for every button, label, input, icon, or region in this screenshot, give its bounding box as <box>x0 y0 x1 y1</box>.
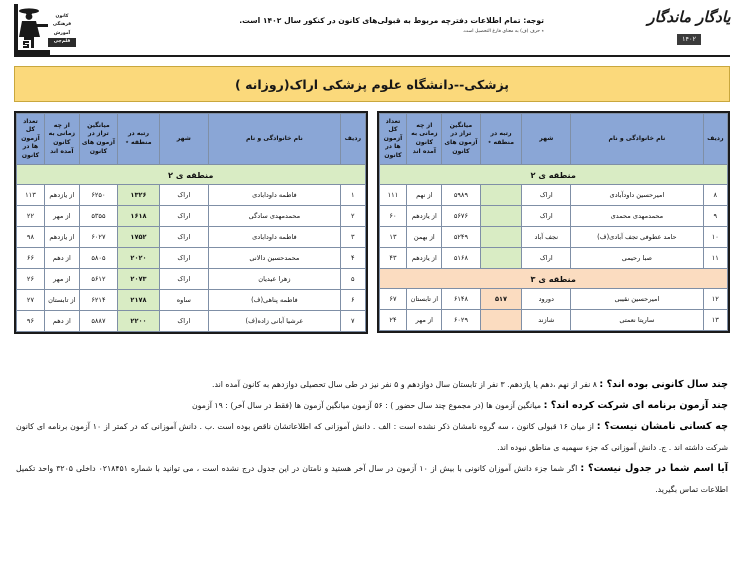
average-score-cell: ۵۳۵۵ <box>79 206 117 227</box>
footer-question-2: چند آزمون برنامه ای شرکت کرده اند؟ : <box>543 400 728 411</box>
row-number-cell: ۱۳ <box>703 310 727 331</box>
region-header-row <box>17 165 366 185</box>
student-name-cell: محمدمهدی محمدی <box>571 206 703 227</box>
table-row <box>17 290 366 311</box>
col-header-rank: رتبه در منطقه ٭ <box>118 114 160 165</box>
average-score-cell: ۶۰۲۹ <box>442 310 480 331</box>
city-cell: اراک <box>159 248 208 269</box>
student-name-cell: امیرحسین نقیبی <box>571 289 703 310</box>
exam-count-cell: ۱۱۳ <box>17 185 45 206</box>
student-name-cell: محمدحسین دالانی <box>208 248 340 269</box>
joined-since-cell: از یازدهم <box>407 206 442 227</box>
header-row <box>379 114 728 165</box>
student-name-cell: فاطمه داودابادی <box>208 227 340 248</box>
table-row <box>379 310 728 331</box>
region-header-row <box>379 165 728 185</box>
row-number-cell: ۹ <box>703 206 727 227</box>
table-row <box>17 248 366 269</box>
row-number-cell: ۸ <box>703 185 727 206</box>
kanoon-word-3: آموزش <box>53 30 71 36</box>
col-header-name: نام خانوادگی و نام <box>571 114 703 165</box>
student-name-cell: امیرحسین داودآبادی <box>571 185 703 206</box>
average-score-cell: ۶۱۴۸ <box>442 289 480 310</box>
average-score-cell: ۵۸۰۵ <box>79 248 117 269</box>
footer-paragraph-3 <box>16 416 728 458</box>
brand-year-badge: ۱۴۰۲ <box>677 34 701 45</box>
student-name-cell: ساریتا نعمتی <box>571 310 703 331</box>
col-header-average: میانگین تراز در آزمون های کانون <box>79 114 117 165</box>
kanoon-logo <box>14 4 76 56</box>
footer-answer-1: ۸ نفر از نهم ،دهم یا یازدهم. ۳ نفر از تابستان سال دوازدهم و ۵ نفر نیز در طی سال تحصیلی دوازدهم به کانون آمده اند. <box>212 380 600 389</box>
header-note-main: توجه: تمام اطلاعات دفترچه مربوط به قبولی‌های کانون در کنکور سال ۱۴۰۲ است. <box>239 16 544 25</box>
student-name-cell: زهرا عیدیان <box>208 269 340 290</box>
row-number-cell: ۲ <box>341 206 365 227</box>
average-score-cell: ۵۹۸۹ <box>442 185 480 206</box>
region-label: منطقه ی ۳ <box>379 269 728 289</box>
joined-since-cell: از تابستان <box>407 289 442 310</box>
average-score-cell: ۵۶۱۲ <box>79 269 117 290</box>
joined-since-cell: از دهم <box>44 248 79 269</box>
footer-answer-4: اگر شما جزء دانش آموزان کانونی با بیش از ۱۰ آزمون در سال آخر هستید و نامتان در این جدول درج نشده است ، می توانید با شماره ۰۲۱۸۴۵۱ داخلی ۳۲۰۵ واحد تکمیل اطلاعات تماس بگیرید. <box>16 464 728 494</box>
table-row <box>17 269 366 290</box>
exam-count-cell: ۱۱۱ <box>379 185 407 206</box>
graduate-figure-icon <box>14 4 50 56</box>
table-row <box>379 227 728 248</box>
exam-count-cell: ۹۸ <box>17 227 45 248</box>
joined-since-cell: از نهم <box>407 185 442 206</box>
city-cell: اراک <box>522 185 571 206</box>
city-cell: نجف آباد <box>522 227 571 248</box>
region-label: منطقه ی ۲ <box>379 165 728 185</box>
city-cell: ساوه <box>159 290 208 311</box>
exam-count-cell: ۴۳ <box>379 248 407 269</box>
header-row <box>17 114 366 165</box>
student-name-cell: محمدمهدی سادگی <box>208 206 340 227</box>
table-row <box>17 185 366 206</box>
average-score-cell: ۵۱۶۸ <box>442 248 480 269</box>
row-number-cell: ۶ <box>341 290 365 311</box>
exam-count-cell: ۶۰ <box>379 206 407 227</box>
row-number-cell: ۳ <box>341 227 365 248</box>
region-rank-cell <box>480 310 522 331</box>
row-number-cell: ۵ <box>341 269 365 290</box>
table-row <box>17 227 366 248</box>
exam-count-cell: ۹۶ <box>17 311 45 332</box>
results-grid-left <box>379 113 729 331</box>
city-cell: اراک <box>522 248 571 269</box>
row-number-cell: ۱ <box>341 185 365 206</box>
average-score-cell: ۶۰۲۷ <box>79 227 117 248</box>
table-row <box>379 185 728 206</box>
table-head-right <box>17 114 366 165</box>
footer-answer-2: میانگین آزمون ها (در مجموع چند سال حضور ) : ۵۶ آزمون میانگین آزمون ها (فقط در سال آخر) : ۱۹ آزمون <box>192 401 544 410</box>
table-head-left <box>379 114 728 165</box>
joined-since-cell: از بهمن <box>407 227 442 248</box>
joined-since-cell: از دهم <box>44 311 79 332</box>
city-cell: اراک <box>159 269 208 290</box>
row-number-cell: ۱۱ <box>703 248 727 269</box>
city-cell: شازند <box>522 310 571 331</box>
kanoon-word-1: کانون <box>55 14 69 19</box>
exam-count-cell: ۲۶ <box>17 269 45 290</box>
city-cell: اراک <box>159 227 208 248</box>
region-rank-cell: ۵۱۷ <box>480 289 522 310</box>
col-header-row-no: ردیف <box>341 114 365 165</box>
joined-since-cell: از یازدهم <box>44 227 79 248</box>
region-rank-cell: ۲۲۰۰ <box>118 311 160 332</box>
table-row <box>379 289 728 310</box>
region-rank-cell: ۱۶۱۸ <box>118 206 160 227</box>
student-name-cell: فاطمه پناهی(ف) <box>208 290 340 311</box>
col-header-city: شهر <box>522 114 571 165</box>
city-cell: دورود <box>522 289 571 310</box>
header-note <box>239 16 544 34</box>
footer-paragraph-1 <box>16 374 728 395</box>
student-name-cell: عرشیا آبانی زاده(ف) <box>208 311 340 332</box>
col-header-average: میانگین تراز در آزمون های کانون <box>442 114 480 165</box>
city-cell: اراک <box>159 206 208 227</box>
footer-answer-3: از میان ۱۶ قبولی کانون ، سه گروه نامشان ذکر نشده است : الف . دانش آموزانی که اطلاعاتشان ناقص بوده است .ب . دانش آموزانی که در کمتر از ۱۰ آزمون برنامه ای کانون شرکت داشته اند . ج. دانش آموزانی که جزء سهمیه ی مناطق نبوده اند. <box>16 422 728 452</box>
table-body-right <box>17 165 366 332</box>
exam-count-cell: ۲۷ <box>17 290 45 311</box>
kanoon-logo-words <box>48 13 76 47</box>
average-score-cell: ۵۸۸۷ <box>79 311 117 332</box>
region-label: منطقه ی ۲ <box>17 165 366 185</box>
row-number-cell: ۱۲ <box>703 289 727 310</box>
row-number-cell: ۷ <box>341 311 365 332</box>
exam-count-cell: ۶۷ <box>379 289 407 310</box>
region-rank-cell: ۱۳۲۶ <box>118 185 160 206</box>
average-score-cell: ۶۲۱۴ <box>79 290 117 311</box>
student-name-cell: حامد عطوفی تجف آبادی(ف) <box>571 227 703 248</box>
joined-since-cell: از مهر <box>44 269 79 290</box>
average-score-cell: ۵۶۷۶ <box>442 206 480 227</box>
exam-count-cell: ۲۴ <box>379 310 407 331</box>
student-name-cell: صبا رحیمی <box>571 248 703 269</box>
kanoon-word-2: فرهنگی <box>52 22 72 28</box>
results-table-left <box>377 111 731 333</box>
footer-question-4: آیا اسم شما در جدول نیست؟ : <box>580 463 729 474</box>
col-header-count: تعداد کل آزمون ها در کانون <box>17 114 45 165</box>
footer-paragraph-4 <box>16 458 728 500</box>
average-score-cell: ۵۲۴۹ <box>442 227 480 248</box>
region-rank-cell <box>480 185 522 206</box>
region-rank-cell: ۲۱۷۸ <box>118 290 160 311</box>
joined-since-cell: از یازدهم <box>407 248 442 269</box>
region-rank-cell <box>480 248 522 269</box>
region-rank-cell: ۲۰۷۳ <box>118 269 160 290</box>
city-cell: اراک <box>159 311 208 332</box>
footer-question-1: چند سال کانونی بوده اند؟ : <box>599 379 728 390</box>
joined-since-cell: از تابستان <box>44 290 79 311</box>
exam-count-cell: ۲۲ <box>17 206 45 227</box>
table-body-left <box>379 165 728 331</box>
header-note-sub: ٭ حرف (ف) به معنای فارغ التحصیل است. <box>462 29 544 34</box>
exam-count-cell: ۶۶ <box>17 248 45 269</box>
table-row <box>379 248 728 269</box>
col-header-since: از چه زمانی به کانون آمده اند <box>44 114 79 165</box>
row-number-cell: ۴ <box>341 248 365 269</box>
region-rank-cell <box>480 227 522 248</box>
results-table-right <box>14 111 368 334</box>
page-title: پزشکی--دانشگاه علوم پزشکی اراک(روزانه ) <box>235 76 509 92</box>
page-header <box>0 0 744 62</box>
col-header-city: شهر <box>159 114 208 165</box>
kanoon-word-4: قلم‌چی <box>48 38 76 46</box>
page-title-banner <box>14 66 730 102</box>
region-header-row <box>379 269 728 289</box>
region-rank-cell <box>480 206 522 227</box>
brand-text: یادگار ماندگار <box>647 8 731 26</box>
student-name-cell: فاطمه داودابادی <box>208 185 340 206</box>
footer-paragraph-2 <box>16 395 728 416</box>
city-cell: اراک <box>159 185 208 206</box>
tables-container <box>14 111 730 334</box>
header-divider <box>14 55 730 57</box>
region-rank-cell: ۱۷۵۲ <box>118 227 160 248</box>
col-header-rank: رتبه در منطقه ٭ <box>480 114 522 165</box>
footer-question-3: چه کسانی نامشان نیست؟ : <box>596 421 728 432</box>
joined-since-cell: از مهر <box>44 206 79 227</box>
average-score-cell: ۶۲۵۰ <box>79 185 117 206</box>
table-row <box>17 206 366 227</box>
table-row <box>379 206 728 227</box>
yadegar-mandegar-logo <box>646 8 732 45</box>
joined-since-cell: از یازدهم <box>44 185 79 206</box>
exam-count-cell: ۱۳ <box>379 227 407 248</box>
results-grid-right <box>16 113 366 332</box>
col-header-since: از چه زمانی به کانون آمده اند <box>407 114 442 165</box>
footer-notes <box>16 374 728 500</box>
joined-since-cell: از مهر <box>407 310 442 331</box>
col-header-count: تعداد کل آزمون ها در کانون <box>379 114 407 165</box>
row-number-cell: ۱۰ <box>703 227 727 248</box>
table-row <box>17 311 366 332</box>
col-header-row-no: ردیف <box>703 114 727 165</box>
city-cell: اراک <box>522 206 571 227</box>
col-header-name: نام خانوادگی و نام <box>208 114 340 165</box>
region-rank-cell: ۲۰۲۰ <box>118 248 160 269</box>
